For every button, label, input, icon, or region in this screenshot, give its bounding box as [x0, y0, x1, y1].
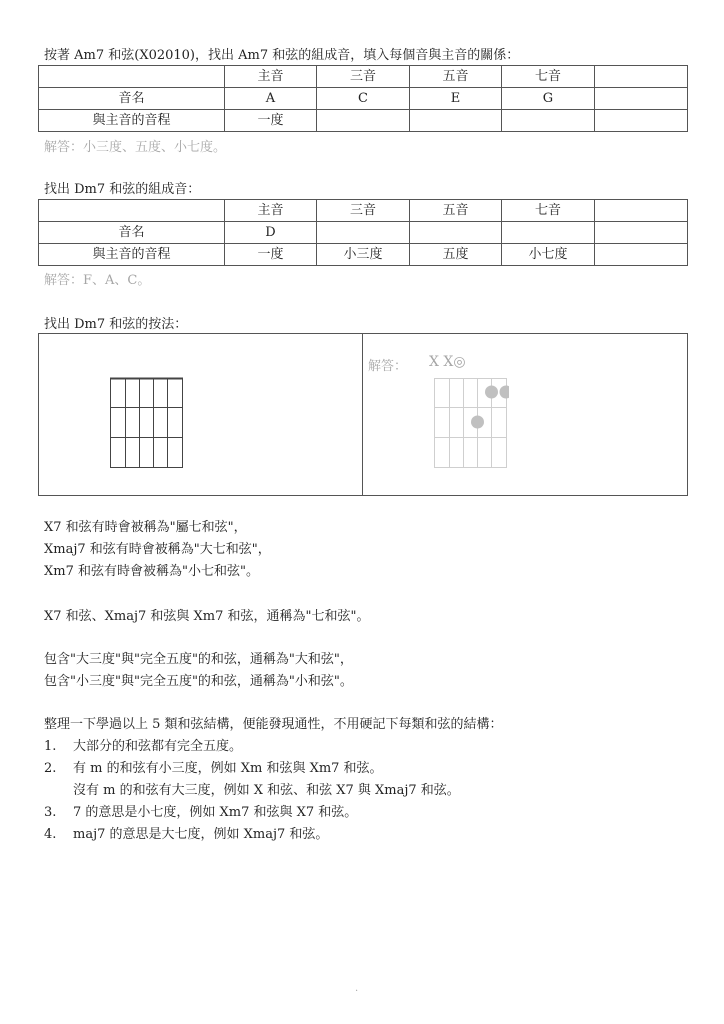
- table-cell: G: [502, 88, 595, 110]
- text-line: 包含"小三度"與"完全五度"的和弦，通稱為"小和弦"。: [44, 674, 353, 689]
- box-divider: [362, 334, 363, 495]
- table-row: [39, 88, 688, 110]
- table-cell: [410, 110, 502, 132]
- table-cell: 音名: [39, 222, 225, 244]
- list-number: 1.: [44, 739, 57, 754]
- table-header-row: [39, 66, 688, 88]
- table-cell: 三音: [317, 66, 410, 88]
- q2-answer: 解答：F、A、C。: [44, 273, 151, 288]
- list-text: 7 的意思是小七度，例如 Xm7 和弦與 X7 和弦。: [73, 805, 358, 820]
- table-cell: C: [317, 88, 410, 110]
- answer-chord-grid: [433, 377, 509, 469]
- list-item: [44, 780, 503, 802]
- major-minor-paragraph: [44, 649, 353, 693]
- text-line: Xmaj7 和弦有時會被稱為"大七和弦"，: [44, 542, 271, 557]
- table-cell: [595, 110, 688, 132]
- footer-mark: .: [355, 983, 359, 994]
- table-cell: 五音: [410, 200, 502, 222]
- table-cell: 主音: [225, 200, 317, 222]
- table-header-row: [39, 200, 688, 222]
- text-line: X7 和弦有時會被稱為"屬七和弦"，: [44, 520, 247, 535]
- q1-prompt: 按著 Am7 和弦(X02010)，找出 Am7 和弦的組成音，填入每個音與主音的關係：: [44, 48, 520, 63]
- table-cell: [39, 200, 225, 222]
- q1-answer: 解答：小三度、五度、小七度。: [44, 140, 227, 155]
- finger-dot: [500, 386, 510, 399]
- list-text: 沒有 m 的和弦有大三度，例如 X 和弦、和弦 X7 與 Xmaj7 和弦。: [73, 783, 460, 798]
- text-line: 包含"大三度"與"完全五度"的和弦，通稱為"大和弦"，: [44, 652, 353, 667]
- table-cell: [502, 110, 595, 132]
- text-line: Xm7 和弦有時會被稱為"小七和弦"。: [44, 564, 259, 579]
- q2-prompt: 找出 Dm7 和弦的組成音：: [44, 182, 201, 197]
- finger-dot: [471, 416, 484, 429]
- table-cell: [595, 244, 688, 266]
- q3-prompt: 找出 Dm7 和弦的按法：: [44, 317, 188, 332]
- table-row: [39, 110, 688, 132]
- table-cell: [595, 200, 688, 222]
- string-marks: X X◎: [429, 354, 466, 370]
- finger-dot: [485, 386, 498, 399]
- table-cell: [595, 66, 688, 88]
- list-number: 2.: [44, 761, 57, 776]
- dm7-table: [38, 199, 688, 266]
- am7-table: [38, 65, 688, 132]
- table-cell: 一度: [225, 244, 317, 266]
- table-cell: [410, 222, 502, 244]
- list-item: [44, 758, 503, 780]
- text-line: X7 和弦、Xmaj7 和弦與 Xm7 和弦，通稱為"七和弦"。: [44, 609, 370, 624]
- table-cell: 小七度: [502, 244, 595, 266]
- table-cell: 五度: [410, 244, 502, 266]
- table-cell: A: [225, 88, 317, 110]
- list-item: [44, 736, 503, 758]
- table-cell: 五音: [410, 66, 502, 88]
- table-cell: 主音: [225, 66, 317, 88]
- summary-intro: 整理一下學過以上 5 類和弦結構，便能發現通性，不用硬記下每類和弦的結構：: [44, 717, 503, 732]
- table-cell: 三音: [317, 200, 410, 222]
- alias-paragraph: [44, 517, 271, 583]
- table-cell: 與主音的音程: [39, 110, 225, 132]
- chord-diagram-box: [38, 333, 688, 496]
- table-row: [39, 222, 688, 244]
- table-cell: [317, 110, 410, 132]
- list-item: [44, 824, 503, 846]
- seventh-paragraph: [44, 606, 370, 628]
- list-number: [44, 780, 73, 802]
- table-cell: 一度: [225, 110, 317, 132]
- list-text: 大部分的和弦都有完全五度。: [73, 739, 243, 754]
- list-number: 3.: [44, 805, 57, 820]
- table-cell: [317, 222, 410, 244]
- list-number: 4.: [44, 827, 57, 842]
- table-cell: 音名: [39, 88, 225, 110]
- table-cell: D: [225, 222, 317, 244]
- blank-chord-grid: [109, 377, 185, 469]
- table-cell: [39, 66, 225, 88]
- table-row: [39, 244, 688, 266]
- list-item: [44, 802, 503, 824]
- table-cell: [502, 222, 595, 244]
- table-cell: 七音: [502, 200, 595, 222]
- table-cell: [595, 88, 688, 110]
- table-cell: 小三度: [317, 244, 410, 266]
- table-cell: E: [410, 88, 502, 110]
- list-text: maj7 的意思是大七度，例如 Xmaj7 和弦。: [73, 827, 329, 842]
- summary-section: [44, 714, 503, 846]
- list-text: 有 m 的和弦有小三度，例如 Xm 和弦與 Xm7 和弦。: [73, 761, 383, 776]
- table-cell: 與主音的音程: [39, 244, 225, 266]
- table-cell: [595, 222, 688, 244]
- table-cell: 七音: [502, 66, 595, 88]
- q3-answer-label: 解答：: [368, 359, 408, 374]
